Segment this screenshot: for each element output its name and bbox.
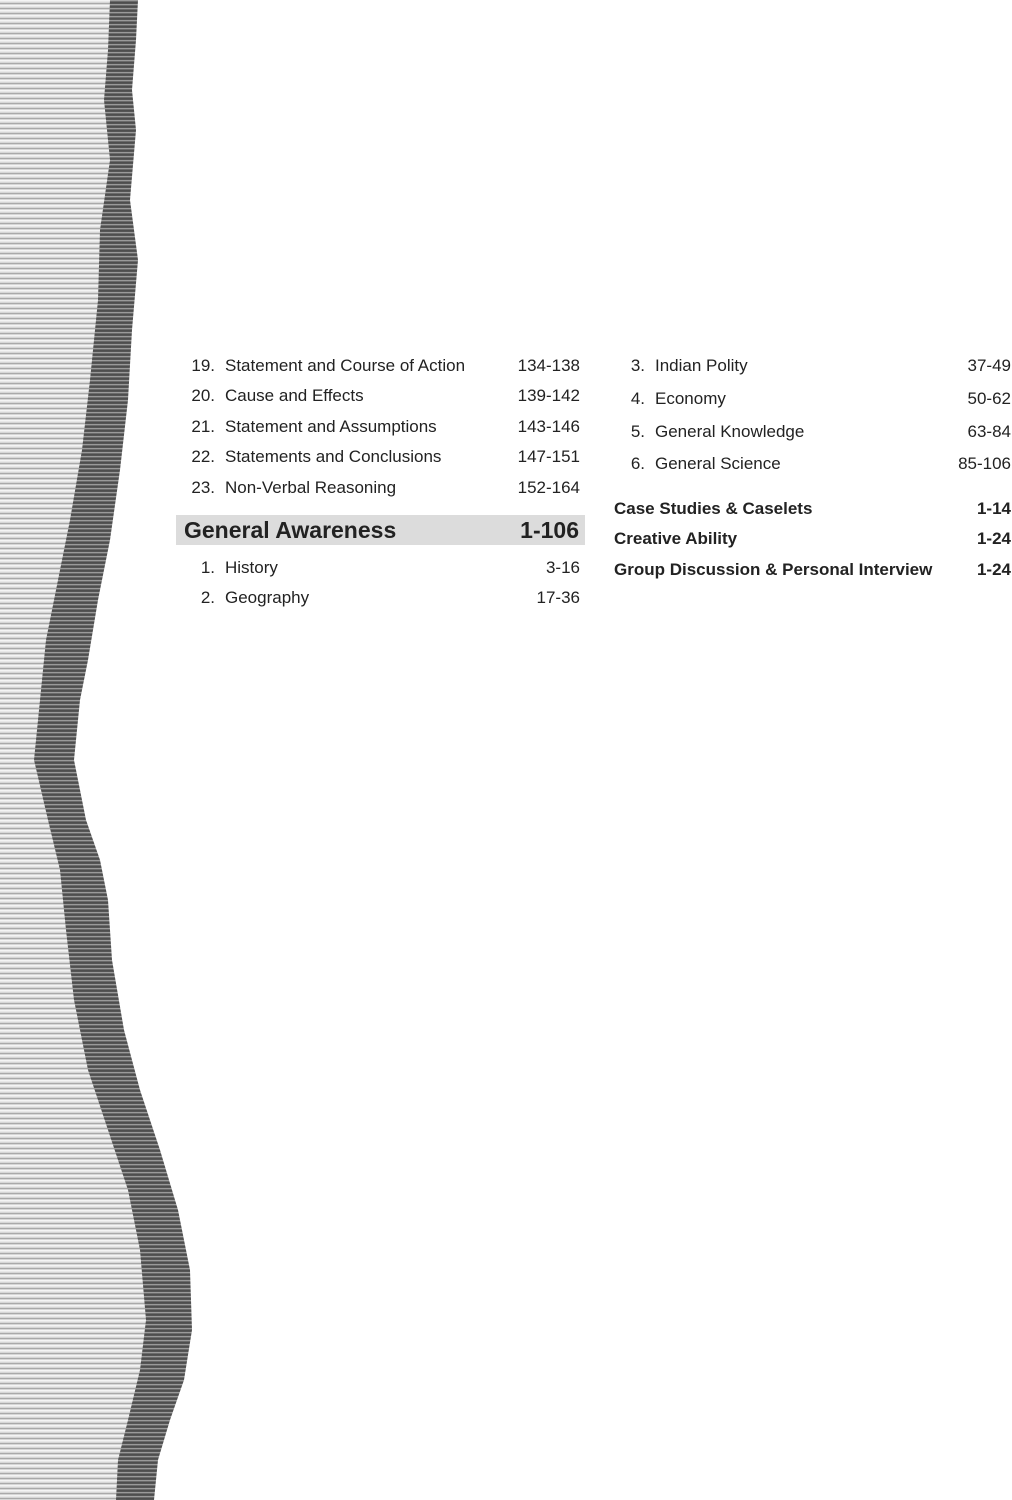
entry-number: 21. [191, 417, 215, 436]
entry-number: 19. [191, 356, 215, 375]
entry-pages: 134-138 [517, 356, 580, 375]
entry-pages: 139-142 [517, 386, 580, 405]
entry-pages: 143-146 [517, 417, 580, 436]
entry-title: Non-Verbal Reasoning [225, 478, 397, 497]
toc-section-creative-ability[interactable] [614, 527, 1011, 551]
entry-number: 1. [200, 558, 215, 577]
entry-title: Geography [225, 588, 310, 607]
toc-entry[interactable] [612, 452, 1012, 476]
section-title: Creative Ability [614, 529, 738, 548]
entry-number: 23. [191, 478, 215, 497]
toc-entry[interactable] [176, 354, 586, 378]
entry-pages: 37-49 [967, 356, 1011, 375]
toc-section-group-discussion[interactable] [614, 558, 1011, 582]
toc-entry[interactable] [176, 476, 586, 500]
entry-number: 4. [630, 389, 645, 408]
entry-number: 20. [191, 386, 215, 405]
section-pages: 1-24 [976, 560, 1011, 579]
section-title: General Awareness [184, 517, 397, 543]
entry-title: General Knowledge [655, 422, 805, 441]
toc-entry[interactable] [176, 445, 586, 469]
entry-title: Statement and Course of Action [225, 356, 466, 375]
entry-pages: 147-151 [517, 447, 580, 466]
entry-pages: 152-164 [517, 478, 580, 497]
entry-pages: 85-106 [958, 454, 1011, 473]
section-pages: 1-14 [976, 499, 1011, 518]
section-title: Case Studies & Caselets [614, 499, 813, 518]
toc-section-case-studies[interactable] [614, 497, 1011, 521]
entry-title: History [225, 558, 278, 577]
section-title: Group Discussion & Personal Interview [614, 560, 933, 579]
entry-number: 5. [630, 422, 645, 441]
entry-title: Statements and Conclusions [225, 447, 442, 466]
toc-entry[interactable] [176, 384, 586, 408]
toc-entry[interactable] [176, 415, 586, 439]
entry-title: Indian Polity [655, 356, 748, 375]
entry-pages: 17-36 [536, 588, 580, 607]
toc-entry[interactable] [612, 354, 1012, 378]
section-pages: 1-106 [520, 517, 579, 543]
entry-number: 2. [200, 588, 215, 607]
entry-number: 3. [630, 356, 645, 375]
entry-number: 22. [191, 447, 215, 466]
section-pages: 1-24 [976, 529, 1011, 548]
entry-title: Cause and Effects [225, 386, 364, 405]
entry-title: General Science [655, 454, 781, 473]
torn-paper-edge-decoration [0, 0, 200, 1500]
toc-entry[interactable] [176, 556, 586, 580]
entry-title: Statement and Assumptions [225, 417, 437, 436]
entry-pages: 50-62 [967, 389, 1011, 408]
toc-entry[interactable] [612, 387, 1012, 411]
entry-pages: 3-16 [545, 558, 580, 577]
toc-entry[interactable] [176, 586, 586, 610]
entry-number: 6. [630, 454, 645, 473]
section-header-general-awareness[interactable] [176, 515, 585, 545]
toc-entry[interactable] [612, 420, 1012, 444]
entry-title: Economy [655, 389, 726, 408]
entry-pages: 63-84 [967, 422, 1011, 441]
